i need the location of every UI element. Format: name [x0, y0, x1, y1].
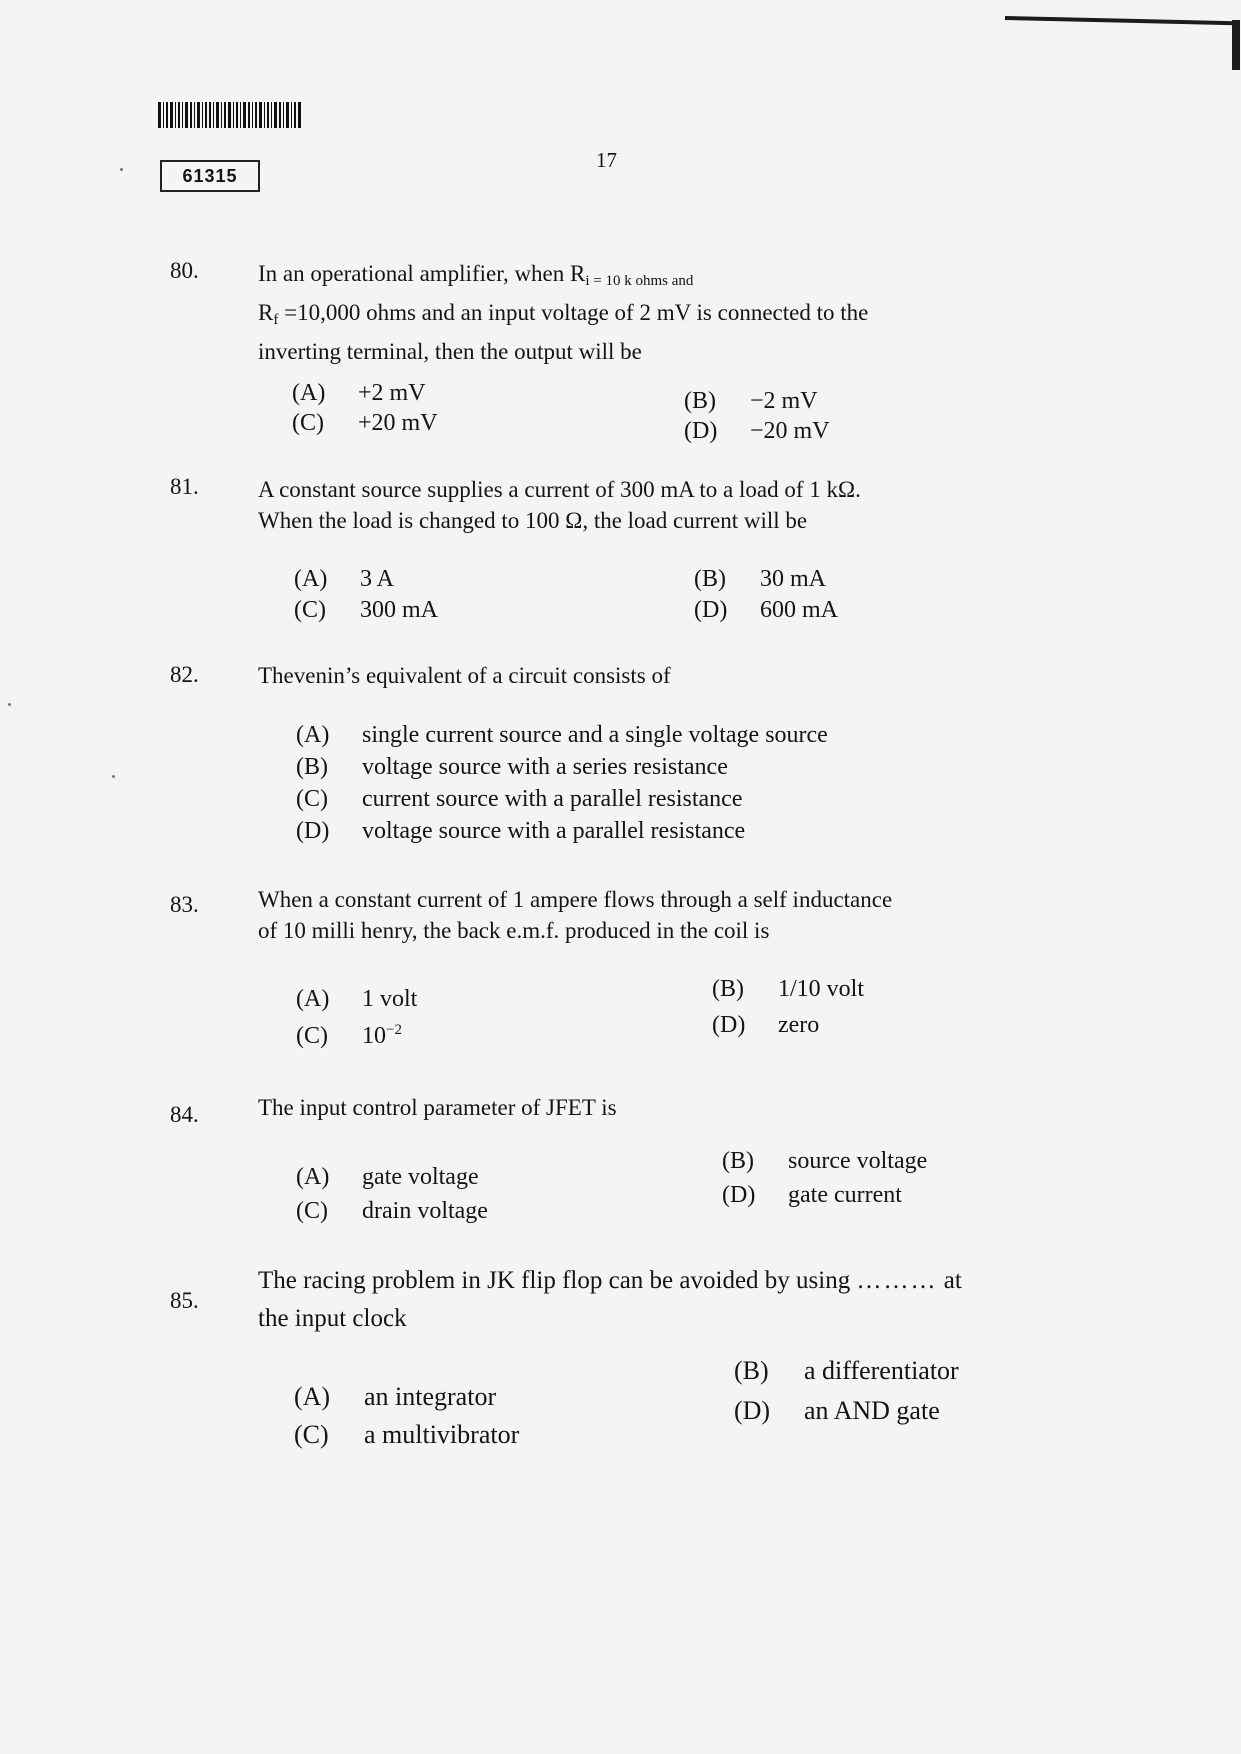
option-d[interactable]: (D) voltage source with a parallel resistance [296, 818, 746, 844]
option-a[interactable]: (A) +2 mV [292, 380, 426, 406]
option-a[interactable]: (A) gate voltage [296, 1164, 479, 1190]
option-b[interactable]: (B) −2 mV [684, 388, 818, 414]
scan-edge-corner [1232, 20, 1240, 70]
question-number: 81. [170, 474, 199, 499]
scan-speck [112, 775, 115, 778]
question-line: $R_f =10,000$ ohms and an input voltage of 2 mV is connected to the [258, 300, 869, 328]
question-line: When a constant current of 1 ampere flows through a self inductance [258, 887, 893, 912]
option-d[interactable]: (D) 600 mA [694, 597, 838, 623]
question-line: inverting terminal, then the output will be [258, 339, 642, 364]
paper-code: 61315 [182, 165, 238, 186]
option-b[interactable]: (B) source voltage [722, 1148, 928, 1174]
question-line: The input control parameter of JFET is [258, 1095, 617, 1120]
option-a[interactable]: (A) an integrator [294, 1382, 497, 1411]
barcode [158, 102, 326, 128]
question-line: the input clock [258, 1305, 407, 1332]
option-b[interactable]: (B) a differentiator [734, 1356, 959, 1385]
question-line: When the load is changed to 100 Ω, the load current will be [258, 508, 808, 533]
question-number: 80. [170, 258, 199, 283]
option-b[interactable]: (B) 1/10 volt [712, 976, 865, 1002]
question-line: of 10 milli henry, the back e.m.f. produced in the coil is [258, 918, 770, 943]
option-a[interactable]: (A) 3 A [294, 566, 395, 592]
question-text [258, 258, 1033, 367]
page-number: 17 [596, 148, 617, 172]
question-text [258, 1092, 1033, 1123]
scan-speck [8, 703, 11, 706]
question-line: A constant source supplies a current of 300 mA to a load of 1 kΩ. [258, 477, 861, 502]
option-c[interactable]: (C) +20 mV [292, 410, 438, 436]
paper-code-box [160, 160, 260, 192]
question-line: Thevenin’s equivalent of a circuit consists of [258, 663, 671, 688]
option-d[interactable]: (D) −20 mV [684, 418, 830, 444]
option-b[interactable]: (B) voltage source with a series resistance [296, 754, 728, 780]
question-text [258, 1262, 1128, 1338]
question-text [258, 474, 1033, 536]
option-c[interactable]: (C) 300 mA [294, 597, 438, 623]
question-number: 83. [170, 892, 199, 917]
question-text [258, 660, 1033, 691]
option-b[interactable]: (B) 30 mA [694, 566, 826, 592]
option-c[interactable]: (C) current source with a parallel resistance [296, 786, 743, 812]
option-d[interactable]: (D) zero [712, 1012, 820, 1038]
question-text [258, 884, 1088, 946]
option-d[interactable]: (D) gate current [722, 1182, 902, 1208]
question-line: The racing problem in JK flip flop can be avoided by using ……… at [258, 1267, 962, 1294]
option-c[interactable]: (C) drain voltage [296, 1198, 488, 1224]
question-number: 82. [170, 662, 199, 687]
option-c[interactable]: (C) $10^{-2}$ [296, 1022, 402, 1049]
scan-speck [120, 168, 123, 171]
option-c[interactable]: (C) a multivibrator [294, 1420, 520, 1449]
option-d[interactable]: (D) an AND gate [734, 1396, 940, 1425]
question-number: 84. [170, 1102, 199, 1127]
scan-edge-line [1005, 16, 1235, 25]
option-a[interactable]: (A) single current source and a single voltage source [296, 722, 828, 748]
option-a[interactable]: (A) 1 volt [296, 986, 418, 1012]
question-number: 85. [170, 1288, 199, 1313]
question-line: In an operational amplifier, when $R_{i = 10 k ohms and}$ [258, 261, 694, 289]
